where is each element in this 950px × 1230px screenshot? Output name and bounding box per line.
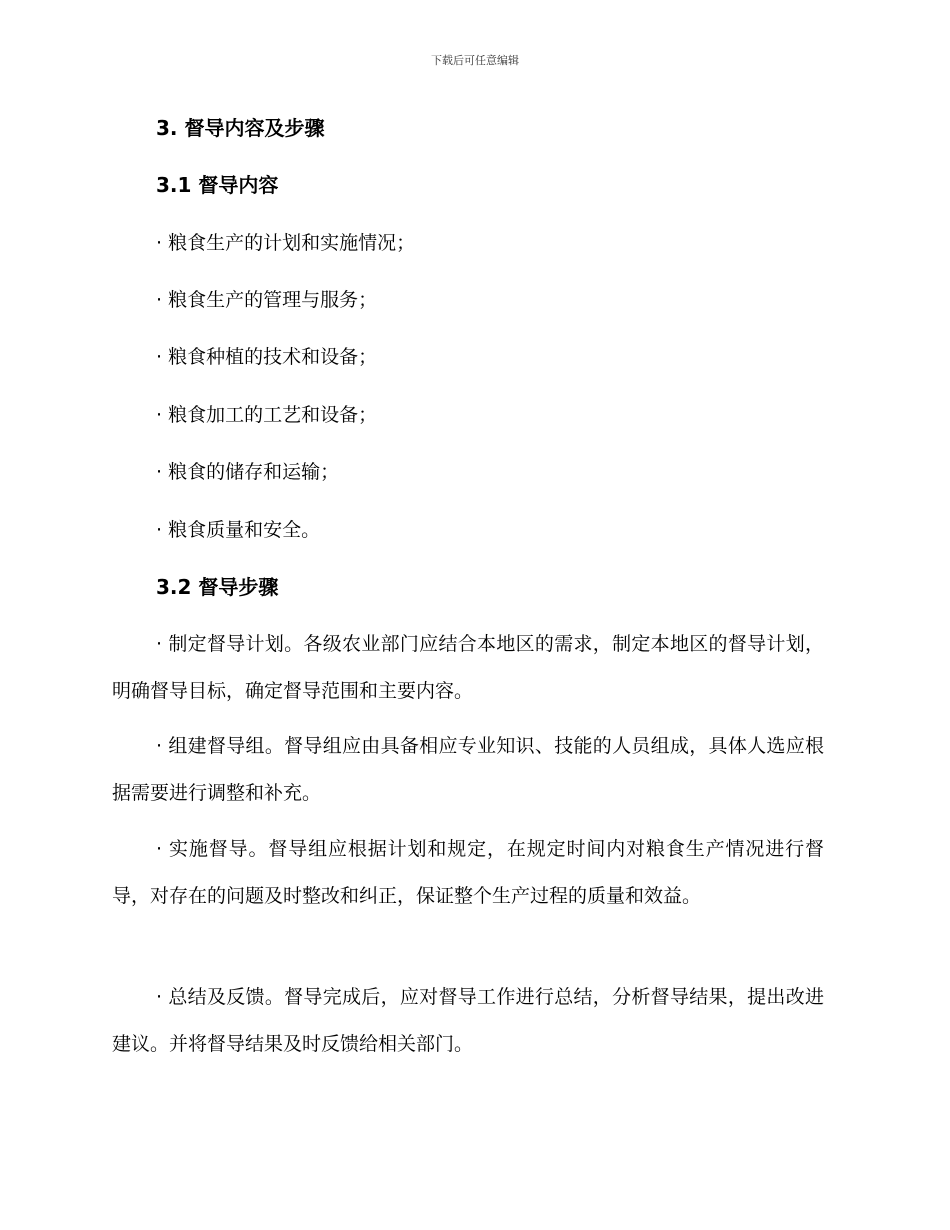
section-heading: 3. 督导内容及步骤 (156, 116, 325, 140)
subsection-heading-steps: 3.2 督导步骤 (156, 575, 279, 599)
subsection-heading-content: 3.1 督导内容 (156, 173, 279, 197)
list-item: · 粮食的储存和运输； (156, 461, 340, 483)
list-item: · 粮食质量和安全。 (156, 519, 321, 541)
step-paragraph: · 总结及反馈。督导完成后，应对督导工作进行总结，分析督导结果，提出改进建议。并将督导结果及时反馈给相关部门。 (112, 986, 824, 1055)
step-paragraph: · 组建督导组。督导组应由具备相应专业知识、技能的人员组成，具体人选应根据需要进行调整和补充。 (112, 735, 824, 804)
list-item: · 粮食加工的工艺和设备； (156, 404, 378, 426)
list-item: · 粮食生产的计划和实施情况； (156, 232, 416, 254)
page-header: 下载后可任意编辑 (431, 54, 519, 67)
list-item: · 粮食生产的管理与服务； (156, 289, 378, 311)
list-item: · 粮食种植的技术和设备； (156, 346, 378, 368)
step-paragraph: · 制定督导计划。各级农业部门应结合本地区的需求，制定本地区的督导计划，明确督导目标，确定督导范围和主要内容。 (112, 633, 824, 702)
step-paragraph: · 实施督导。督导组应根据计划和规定，在规定时间内对粮食生产情况进行督导，对存在的问题及时整改和纠正，保证整个生产过程的质量和效益。 (112, 838, 824, 907)
